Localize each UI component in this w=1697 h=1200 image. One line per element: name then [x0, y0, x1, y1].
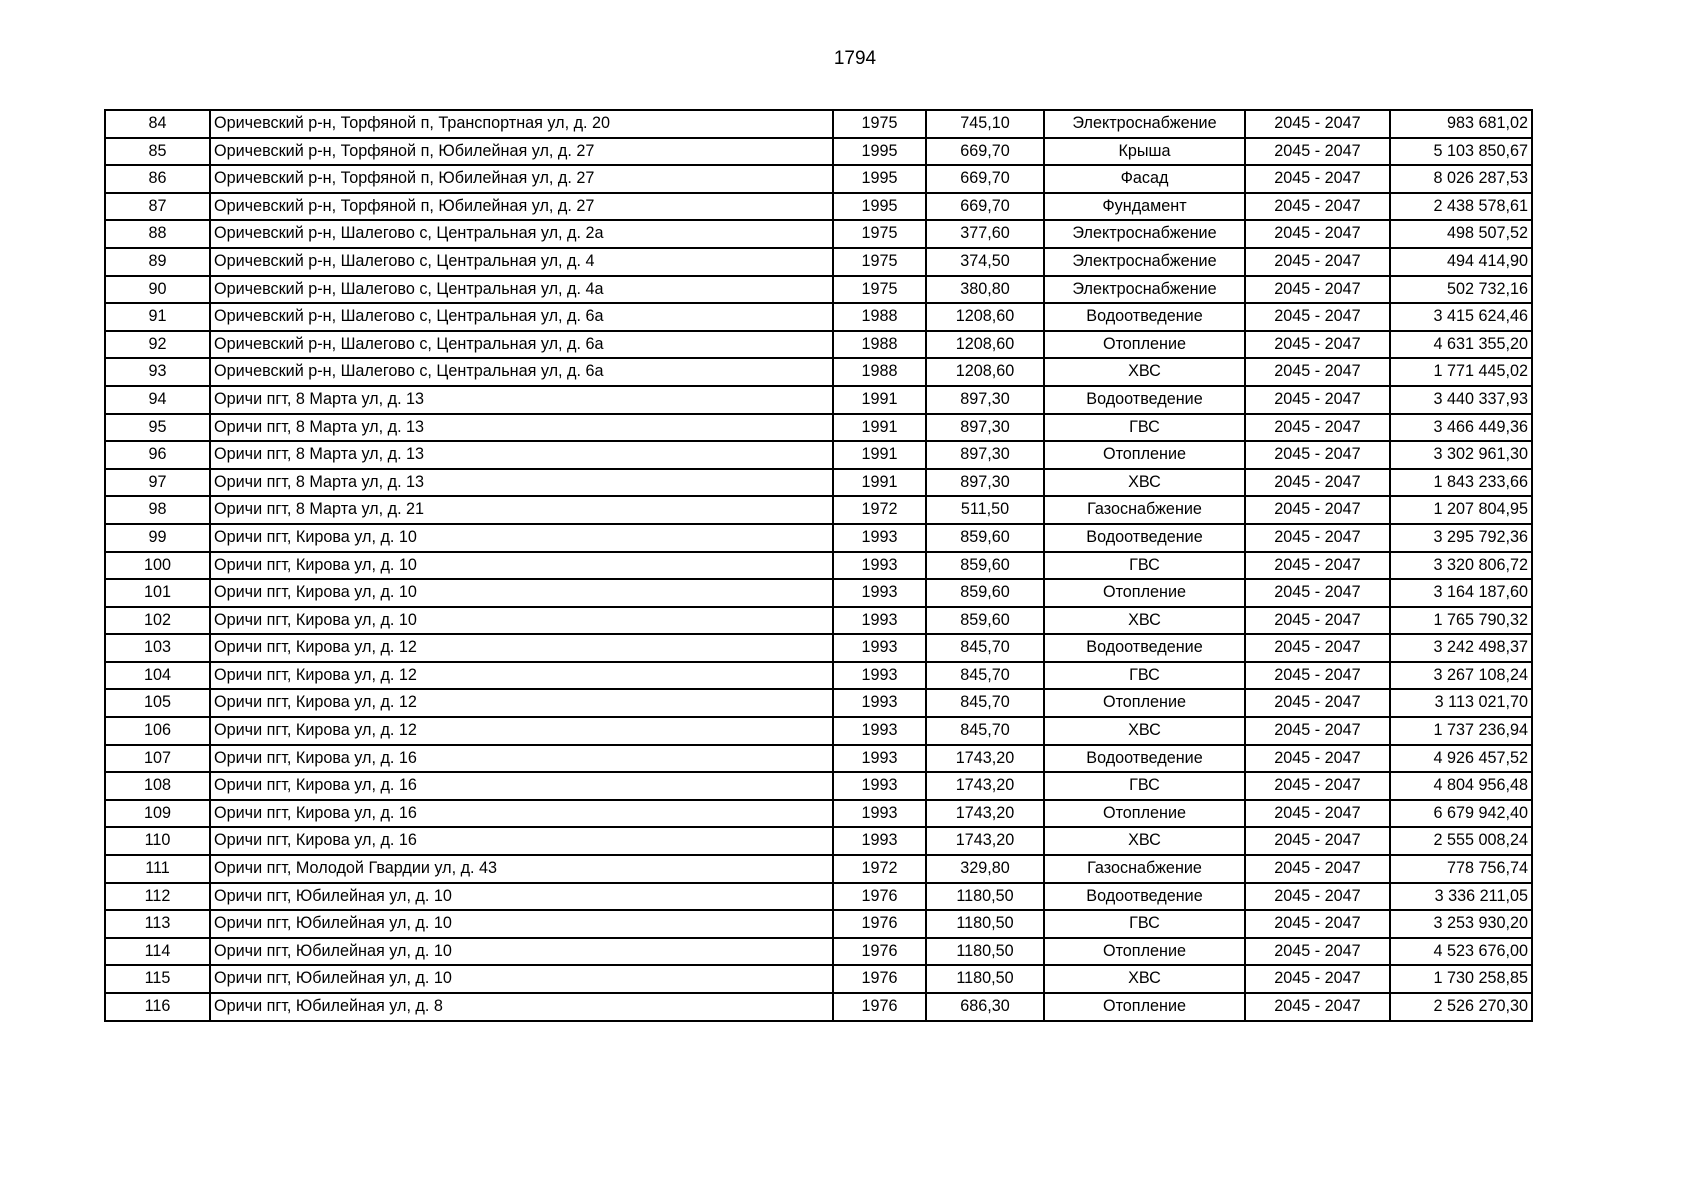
year-cell: 1975 — [833, 248, 926, 276]
area-cell: 1208,60 — [926, 331, 1044, 359]
year-cell: 1991 — [833, 469, 926, 497]
period-cell: 2045 - 2047 — [1245, 331, 1390, 359]
area-cell: 845,70 — [926, 717, 1044, 745]
year-cell: 1988 — [833, 331, 926, 359]
work-type-cell: Отопление — [1044, 800, 1245, 828]
address-cell: Оричевский р-н, Шалегово с, Центральная ул, д. 4 — [210, 248, 833, 276]
row-number: 109 — [105, 800, 210, 828]
table-row — [105, 745, 1532, 773]
period-cell: 2045 - 2047 — [1245, 938, 1390, 966]
address-cell: Оричи пгт, Кирова ул, д. 12 — [210, 689, 833, 717]
row-number: 87 — [105, 193, 210, 221]
work-type-cell: Отопление — [1044, 689, 1245, 717]
year-cell: 1993 — [833, 552, 926, 580]
area-cell: 897,30 — [926, 414, 1044, 442]
work-type-cell: ХВС — [1044, 965, 1245, 993]
row-number: 116 — [105, 993, 210, 1021]
year-cell: 1993 — [833, 745, 926, 773]
row-number: 105 — [105, 689, 210, 717]
address-cell: Оричевский р-н, Шалегово с, Центральная ул, д. 6а — [210, 303, 833, 331]
area-cell: 1180,50 — [926, 910, 1044, 938]
table-row — [105, 883, 1532, 911]
period-cell: 2045 - 2047 — [1245, 524, 1390, 552]
period-cell: 2045 - 2047 — [1245, 662, 1390, 690]
period-cell: 2045 - 2047 — [1245, 993, 1390, 1021]
period-cell: 2045 - 2047 — [1245, 634, 1390, 662]
row-number: 92 — [105, 331, 210, 359]
cost-cell: 3 113 021,70 — [1390, 689, 1532, 717]
address-cell: Оричи пгт, Юбилейная ул, д. 8 — [210, 993, 833, 1021]
table-row — [105, 193, 1532, 221]
period-cell: 2045 - 2047 — [1245, 717, 1390, 745]
row-number: 114 — [105, 938, 210, 966]
cost-cell: 3 267 108,24 — [1390, 662, 1532, 690]
row-number: 89 — [105, 248, 210, 276]
cost-cell: 3 302 961,30 — [1390, 441, 1532, 469]
work-type-cell: ГВС — [1044, 662, 1245, 690]
table-row — [105, 607, 1532, 635]
cost-cell: 3 466 449,36 — [1390, 414, 1532, 442]
year-cell: 1976 — [833, 965, 926, 993]
work-type-cell: Водоотведение — [1044, 524, 1245, 552]
address-cell: Оричи пгт, Кирова ул, д. 10 — [210, 552, 833, 580]
table-row — [105, 138, 1532, 166]
address-cell: Оричевский р-н, Шалегово с, Центральная ул, д. 4а — [210, 276, 833, 304]
work-type-cell: Водоотведение — [1044, 745, 1245, 773]
table-row — [105, 303, 1532, 331]
work-type-cell: Отопление — [1044, 331, 1245, 359]
work-type-cell: Электроснабжение — [1044, 220, 1245, 248]
cost-cell: 4 926 457,52 — [1390, 745, 1532, 773]
work-type-cell: Водоотведение — [1044, 634, 1245, 662]
year-cell: 1975 — [833, 110, 926, 138]
address-cell: Оричи пгт, Кирова ул, д. 12 — [210, 717, 833, 745]
address-cell: Оричевский р-н, Торфяной п, Юбилейная ул, д. 27 — [210, 138, 833, 166]
year-cell: 1976 — [833, 883, 926, 911]
year-cell: 1972 — [833, 855, 926, 883]
cost-cell: 8 026 287,53 — [1390, 165, 1532, 193]
table-row — [105, 662, 1532, 690]
row-number: 115 — [105, 965, 210, 993]
cost-cell: 3 253 930,20 — [1390, 910, 1532, 938]
area-cell: 686,30 — [926, 993, 1044, 1021]
cost-cell: 502 732,16 — [1390, 276, 1532, 304]
address-cell: Оричи пгт, 8 Марта ул, д. 13 — [210, 386, 833, 414]
cost-cell: 494 414,90 — [1390, 248, 1532, 276]
row-number: 106 — [105, 717, 210, 745]
period-cell: 2045 - 2047 — [1245, 496, 1390, 524]
table-row — [105, 276, 1532, 304]
year-cell: 1993 — [833, 634, 926, 662]
address-cell: Оричи пгт, Кирова ул, д. 16 — [210, 800, 833, 828]
year-cell: 1993 — [833, 800, 926, 828]
year-cell: 1976 — [833, 993, 926, 1021]
row-number: 93 — [105, 358, 210, 386]
period-cell: 2045 - 2047 — [1245, 579, 1390, 607]
row-number: 99 — [105, 524, 210, 552]
year-cell: 1972 — [833, 496, 926, 524]
year-cell: 1995 — [833, 138, 926, 166]
cost-cell: 3 440 337,93 — [1390, 386, 1532, 414]
cost-cell: 2 526 270,30 — [1390, 993, 1532, 1021]
row-number: 95 — [105, 414, 210, 442]
area-cell: 1743,20 — [926, 772, 1044, 800]
area-cell: 1180,50 — [926, 965, 1044, 993]
row-number: 107 — [105, 745, 210, 773]
table-row — [105, 910, 1532, 938]
period-cell: 2045 - 2047 — [1245, 827, 1390, 855]
table-row — [105, 938, 1532, 966]
work-type-cell: ХВС — [1044, 358, 1245, 386]
year-cell: 1976 — [833, 938, 926, 966]
area-cell: 859,60 — [926, 552, 1044, 580]
work-type-cell: ГВС — [1044, 414, 1245, 442]
cost-cell: 4 631 355,20 — [1390, 331, 1532, 359]
row-number: 98 — [105, 496, 210, 524]
area-cell: 329,80 — [926, 855, 1044, 883]
cost-cell: 1 771 445,02 — [1390, 358, 1532, 386]
area-cell: 669,70 — [926, 138, 1044, 166]
address-cell: Оричи пгт, Молодой Гвардии ул, д. 43 — [210, 855, 833, 883]
cost-cell: 4 523 676,00 — [1390, 938, 1532, 966]
work-type-cell: Фасад — [1044, 165, 1245, 193]
table-row — [105, 496, 1532, 524]
work-type-cell: Электроснабжение — [1044, 276, 1245, 304]
cost-cell: 6 679 942,40 — [1390, 800, 1532, 828]
row-number: 102 — [105, 607, 210, 635]
address-cell: Оричи пгт, 8 Марта ул, д. 13 — [210, 414, 833, 442]
address-cell: Оричевский р-н, Торфяной п, Юбилейная ул, д. 27 — [210, 193, 833, 221]
year-cell: 1991 — [833, 386, 926, 414]
row-number: 96 — [105, 441, 210, 469]
cost-cell: 498 507,52 — [1390, 220, 1532, 248]
table-row — [105, 414, 1532, 442]
row-number: 100 — [105, 552, 210, 580]
area-cell: 374,50 — [926, 248, 1044, 276]
table-row — [105, 220, 1532, 248]
period-cell: 2045 - 2047 — [1245, 910, 1390, 938]
area-cell: 859,60 — [926, 607, 1044, 635]
registry-table — [104, 109, 1533, 1022]
row-number: 103 — [105, 634, 210, 662]
cost-cell: 3 164 187,60 — [1390, 579, 1532, 607]
address-cell: Оричевский р-н, Торфяной п, Юбилейная ул, д. 27 — [210, 165, 833, 193]
cost-cell: 2 555 008,24 — [1390, 827, 1532, 855]
row-number: 104 — [105, 662, 210, 690]
cost-cell: 1 765 790,32 — [1390, 607, 1532, 635]
row-number: 108 — [105, 772, 210, 800]
period-cell: 2045 - 2047 — [1245, 772, 1390, 800]
row-number: 111 — [105, 855, 210, 883]
row-number: 112 — [105, 883, 210, 911]
table-row — [105, 993, 1532, 1021]
row-number: 88 — [105, 220, 210, 248]
table-row — [105, 634, 1532, 662]
address-cell: Оричи пгт, Юбилейная ул, д. 10 — [210, 910, 833, 938]
table-row — [105, 552, 1532, 580]
table-row — [105, 469, 1532, 497]
period-cell: 2045 - 2047 — [1245, 855, 1390, 883]
address-cell: Оричи пгт, 8 Марта ул, д. 21 — [210, 496, 833, 524]
row-number: 97 — [105, 469, 210, 497]
year-cell: 1995 — [833, 193, 926, 221]
cost-cell: 1 207 804,95 — [1390, 496, 1532, 524]
year-cell: 1988 — [833, 358, 926, 386]
row-number: 110 — [105, 827, 210, 855]
work-type-cell: Фундамент — [1044, 193, 1245, 221]
work-type-cell: ГВС — [1044, 910, 1245, 938]
area-cell: 511,50 — [926, 496, 1044, 524]
area-cell: 377,60 — [926, 220, 1044, 248]
work-type-cell: Газоснабжение — [1044, 855, 1245, 883]
year-cell: 1993 — [833, 772, 926, 800]
address-cell: Оричи пгт, Кирова ул, д. 10 — [210, 524, 833, 552]
area-cell: 845,70 — [926, 634, 1044, 662]
area-cell: 380,80 — [926, 276, 1044, 304]
work-type-cell: Газоснабжение — [1044, 496, 1245, 524]
address-cell: Оричевский р-н, Шалегово с, Центральная ул, д. 6а — [210, 358, 833, 386]
area-cell: 1180,50 — [926, 883, 1044, 911]
year-cell: 1993 — [833, 579, 926, 607]
address-cell: Оричи пгт, Кирова ул, д. 10 — [210, 579, 833, 607]
area-cell: 897,30 — [926, 441, 1044, 469]
table-row — [105, 248, 1532, 276]
period-cell: 2045 - 2047 — [1245, 469, 1390, 497]
cost-cell: 3 295 792,36 — [1390, 524, 1532, 552]
table-row — [105, 358, 1532, 386]
row-number: 85 — [105, 138, 210, 166]
year-cell: 1975 — [833, 276, 926, 304]
area-cell: 897,30 — [926, 386, 1044, 414]
row-number: 113 — [105, 910, 210, 938]
page-number: 1794 — [833, 48, 877, 69]
period-cell: 2045 - 2047 — [1245, 414, 1390, 442]
table-row — [105, 524, 1532, 552]
period-cell: 2045 - 2047 — [1245, 220, 1390, 248]
area-cell: 669,70 — [926, 193, 1044, 221]
cost-cell: 778 756,74 — [1390, 855, 1532, 883]
cost-cell: 3 415 624,46 — [1390, 303, 1532, 331]
table-row — [105, 800, 1532, 828]
table-row — [105, 965, 1532, 993]
year-cell: 1991 — [833, 414, 926, 442]
cost-cell: 5 103 850,67 — [1390, 138, 1532, 166]
address-cell: Оричи пгт, Кирова ул, д. 10 — [210, 607, 833, 635]
work-type-cell: Водоотведение — [1044, 386, 1245, 414]
year-cell: 1993 — [833, 689, 926, 717]
year-cell: 1995 — [833, 165, 926, 193]
cost-cell: 983 681,02 — [1390, 110, 1532, 138]
work-type-cell: Крыша — [1044, 138, 1245, 166]
work-type-cell: ХВС — [1044, 717, 1245, 745]
table-row — [105, 579, 1532, 607]
table-row — [105, 386, 1532, 414]
table-body — [105, 110, 1532, 1021]
address-cell: Оричи пгт, Кирова ул, д. 12 — [210, 662, 833, 690]
work-type-cell: ГВС — [1044, 772, 1245, 800]
table-row — [105, 717, 1532, 745]
address-cell: Оричи пгт, Юбилейная ул, д. 10 — [210, 938, 833, 966]
work-type-cell: Водоотведение — [1044, 303, 1245, 331]
work-type-cell: Водоотведение — [1044, 883, 1245, 911]
area-cell: 845,70 — [926, 662, 1044, 690]
row-number: 101 — [105, 579, 210, 607]
period-cell: 2045 - 2047 — [1245, 303, 1390, 331]
area-cell: 1743,20 — [926, 745, 1044, 773]
year-cell: 1988 — [833, 303, 926, 331]
address-cell: Оричи пгт, Кирова ул, д. 16 — [210, 827, 833, 855]
cost-cell: 1 843 233,66 — [1390, 469, 1532, 497]
period-cell: 2045 - 2047 — [1245, 276, 1390, 304]
period-cell: 2045 - 2047 — [1245, 800, 1390, 828]
period-cell: 2045 - 2047 — [1245, 138, 1390, 166]
period-cell: 2045 - 2047 — [1245, 689, 1390, 717]
table-row — [105, 855, 1532, 883]
area-cell: 859,60 — [926, 579, 1044, 607]
area-cell: 859,60 — [926, 524, 1044, 552]
row-number: 90 — [105, 276, 210, 304]
period-cell: 2045 - 2047 — [1245, 386, 1390, 414]
period-cell: 2045 - 2047 — [1245, 358, 1390, 386]
year-cell: 1993 — [833, 827, 926, 855]
table-row — [105, 441, 1532, 469]
period-cell: 2045 - 2047 — [1245, 441, 1390, 469]
work-type-cell: Электроснабжение — [1044, 248, 1245, 276]
period-cell: 2045 - 2047 — [1245, 165, 1390, 193]
address-cell: Оричевский р-н, Шалегово с, Центральная ул, д. 2а — [210, 220, 833, 248]
period-cell: 2045 - 2047 — [1245, 607, 1390, 635]
address-cell: Оричи пгт, Кирова ул, д. 12 — [210, 634, 833, 662]
address-cell: Оричевский р-н, Торфяной п, Транспортная ул, д. 20 — [210, 110, 833, 138]
cost-cell: 4 804 956,48 — [1390, 772, 1532, 800]
cost-cell: 3 242 498,37 — [1390, 634, 1532, 662]
area-cell: 1208,60 — [926, 303, 1044, 331]
work-type-cell: Отопление — [1044, 938, 1245, 966]
work-type-cell: ХВС — [1044, 607, 1245, 635]
work-type-cell: ГВС — [1044, 552, 1245, 580]
area-cell: 1180,50 — [926, 938, 1044, 966]
area-cell: 669,70 — [926, 165, 1044, 193]
year-cell: 1975 — [833, 220, 926, 248]
address-cell: Оричевский р-н, Шалегово с, Центральная ул, д. 6а — [210, 331, 833, 359]
row-number: 84 — [105, 110, 210, 138]
work-type-cell: Отопление — [1044, 579, 1245, 607]
table-row — [105, 827, 1532, 855]
cost-cell: 1 737 236,94 — [1390, 717, 1532, 745]
work-type-cell: Электроснабжение — [1044, 110, 1245, 138]
address-cell: Оричи пгт, Юбилейная ул, д. 10 — [210, 883, 833, 911]
address-cell: Оричи пгт, Кирова ул, д. 16 — [210, 745, 833, 773]
work-type-cell: ХВС — [1044, 827, 1245, 855]
address-cell: Оричи пгт, Кирова ул, д. 16 — [210, 772, 833, 800]
period-cell: 2045 - 2047 — [1245, 883, 1390, 911]
year-cell: 1993 — [833, 717, 926, 745]
table-row — [105, 165, 1532, 193]
address-cell: Оричи пгт, 8 Марта ул, д. 13 — [210, 469, 833, 497]
work-type-cell: Отопление — [1044, 441, 1245, 469]
row-number: 91 — [105, 303, 210, 331]
period-cell: 2045 - 2047 — [1245, 248, 1390, 276]
row-number: 86 — [105, 165, 210, 193]
address-cell: Оричи пгт, 8 Марта ул, д. 13 — [210, 441, 833, 469]
cost-cell: 1 730 258,85 — [1390, 965, 1532, 993]
period-cell: 2045 - 2047 — [1245, 110, 1390, 138]
table-row — [105, 110, 1532, 138]
year-cell: 1976 — [833, 910, 926, 938]
work-type-cell: Отопление — [1044, 993, 1245, 1021]
year-cell: 1993 — [833, 607, 926, 635]
address-cell: Оричи пгт, Юбилейная ул, д. 10 — [210, 965, 833, 993]
cost-cell: 3 336 211,05 — [1390, 883, 1532, 911]
period-cell: 2045 - 2047 — [1245, 965, 1390, 993]
year-cell: 1991 — [833, 441, 926, 469]
period-cell: 2045 - 2047 — [1245, 745, 1390, 773]
work-type-cell: ХВС — [1044, 469, 1245, 497]
year-cell: 1993 — [833, 662, 926, 690]
cost-cell: 3 320 806,72 — [1390, 552, 1532, 580]
cost-cell: 2 438 578,61 — [1390, 193, 1532, 221]
period-cell: 2045 - 2047 — [1245, 552, 1390, 580]
table-row — [105, 689, 1532, 717]
area-cell: 897,30 — [926, 469, 1044, 497]
area-cell: 745,10 — [926, 110, 1044, 138]
row-number: 94 — [105, 386, 210, 414]
area-cell: 1743,20 — [926, 800, 1044, 828]
year-cell: 1993 — [833, 524, 926, 552]
table-row — [105, 331, 1532, 359]
area-cell: 1208,60 — [926, 358, 1044, 386]
area-cell: 845,70 — [926, 689, 1044, 717]
table-row — [105, 772, 1532, 800]
area-cell: 1743,20 — [926, 827, 1044, 855]
period-cell: 2045 - 2047 — [1245, 193, 1390, 221]
